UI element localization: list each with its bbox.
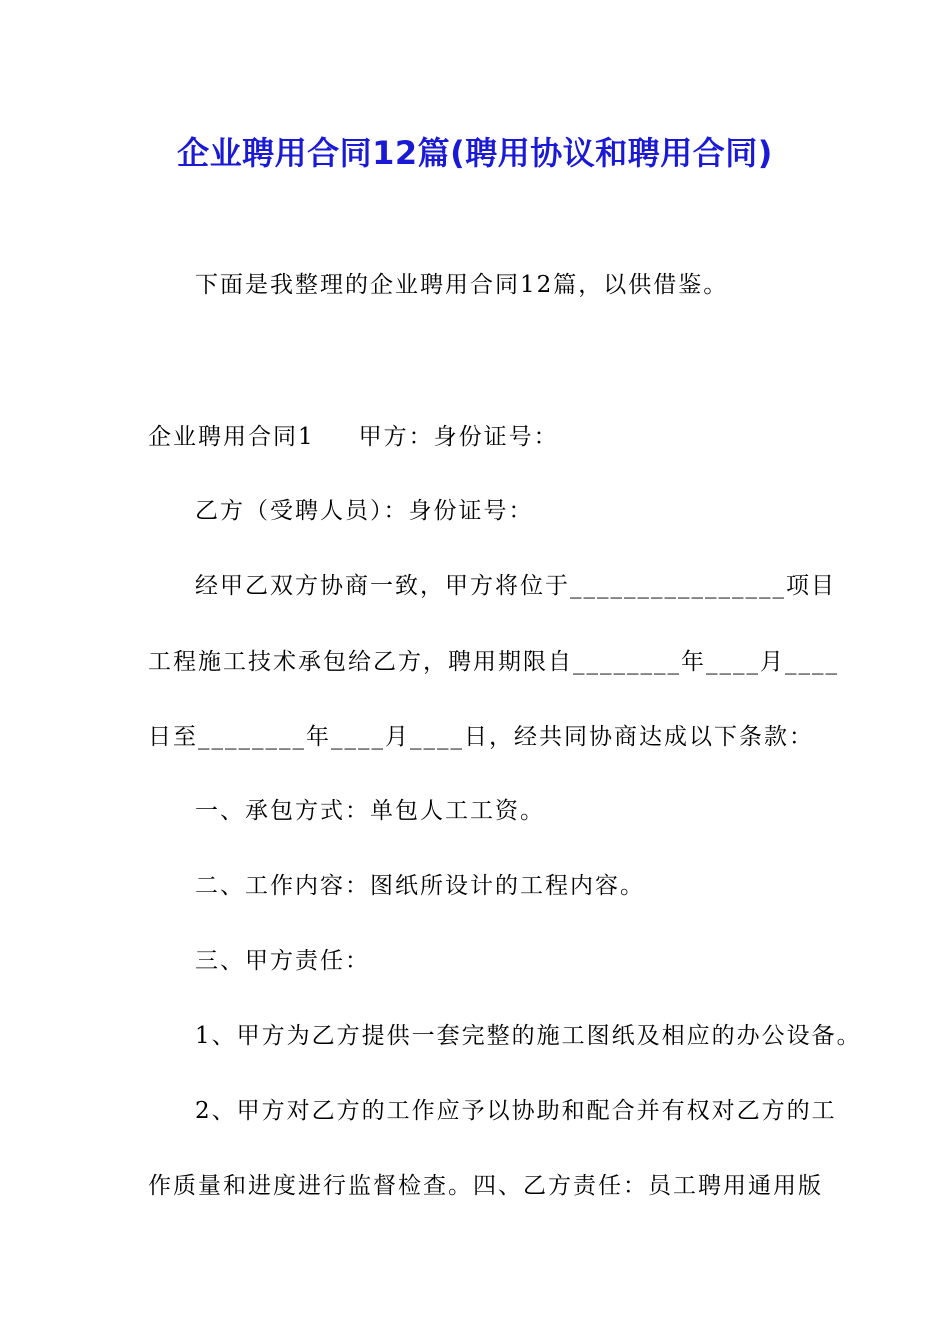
list-item: 2、甲方对乙方的工作应予以协助和配合并有权对乙方的工	[195, 1098, 837, 1124]
section-heading: 一、承包方式：单包人工工资。	[195, 798, 545, 824]
paragraph-line: 经甲乙双方协商一致，甲方将位于________________项目	[195, 573, 836, 599]
contract1-heading: 企业聘用合同1	[148, 424, 315, 450]
paragraph-line: 工程施工技术承包给乙方，聘用期限自________年____月____	[148, 649, 839, 675]
party-b-line: 乙方（受聘人员）：身份证号：	[195, 498, 534, 524]
document-title: 企业聘用合同12篇(聘用协议和聘用合同)	[177, 134, 773, 172]
paragraph-line: 日至________年____月____日，经共同协商达成以下条款：	[148, 724, 814, 750]
section-heading: 二、工作内容：图纸所设计的工程内容。	[195, 873, 645, 899]
list-item: 1、甲方为乙方提供一套完整的施工图纸及相应的办公设备。	[195, 1023, 862, 1049]
paragraph-line: 作质量和进度进行监督检查。四、乙方责任：员工聘用通用版	[148, 1173, 823, 1199]
intro-paragraph: 下面是我整理的企业聘用合同12篇，以供借鉴。	[195, 272, 729, 298]
party-a-line: 甲方：身份证号：	[358, 424, 559, 450]
contract1-heading-line	[148, 422, 559, 452]
section-heading: 三、甲方责任：	[195, 948, 370, 974]
